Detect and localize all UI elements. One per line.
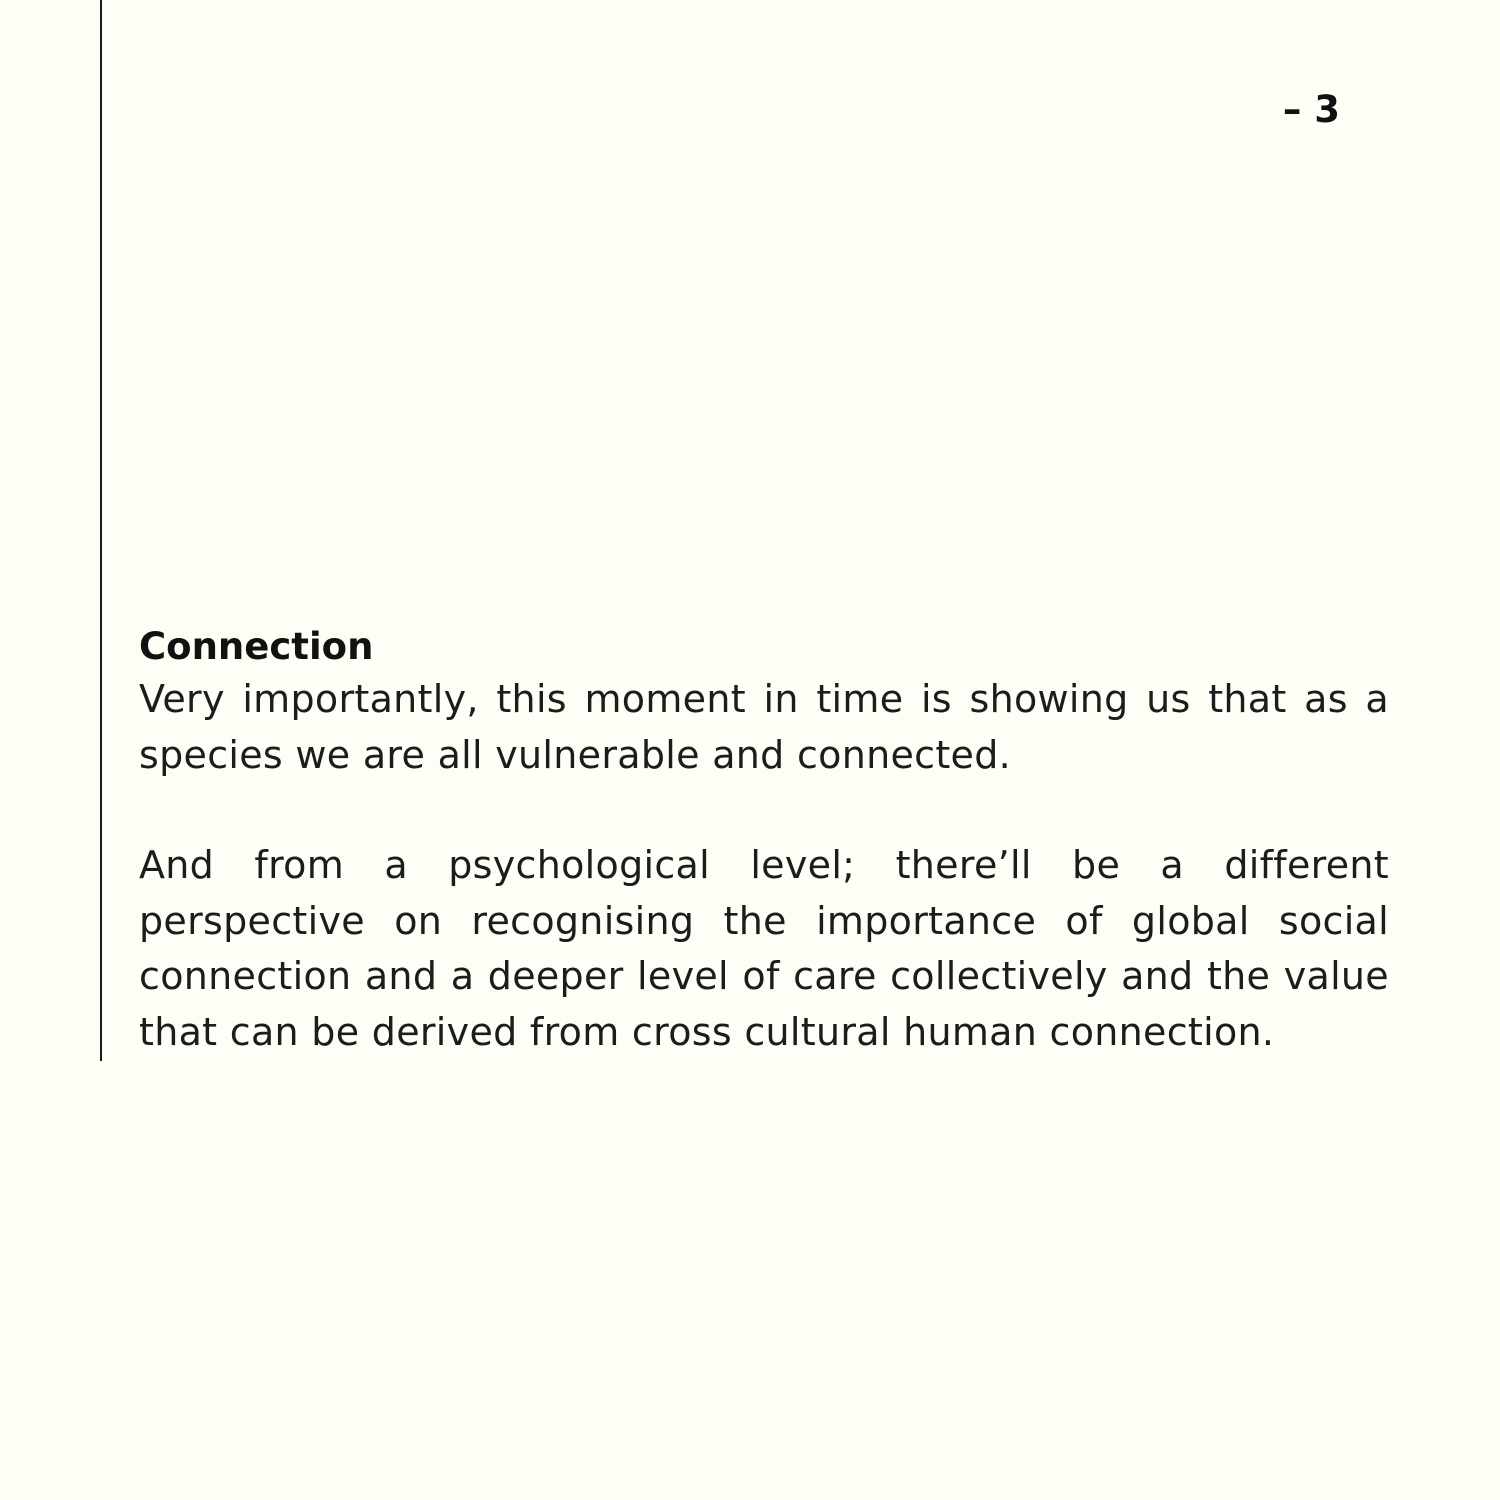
section-connection	[139, 622, 1389, 1060]
section-heading: Connection	[139, 625, 374, 668]
page-number: – 3	[1282, 88, 1340, 131]
paragraph-spacer	[139, 783, 1389, 838]
body-paragraph: Very importantly, this moment in time is showing us that as a species we are all vulnerable and connected.	[139, 677, 1389, 777]
margin-rule	[100, 0, 102, 1061]
body-paragraph: And from a psychological level; there’ll be a different perspective on recognising the importance of global social connection and a deeper level of care collectively and the value that can be derived from cross cultural human connection.	[139, 843, 1389, 1054]
